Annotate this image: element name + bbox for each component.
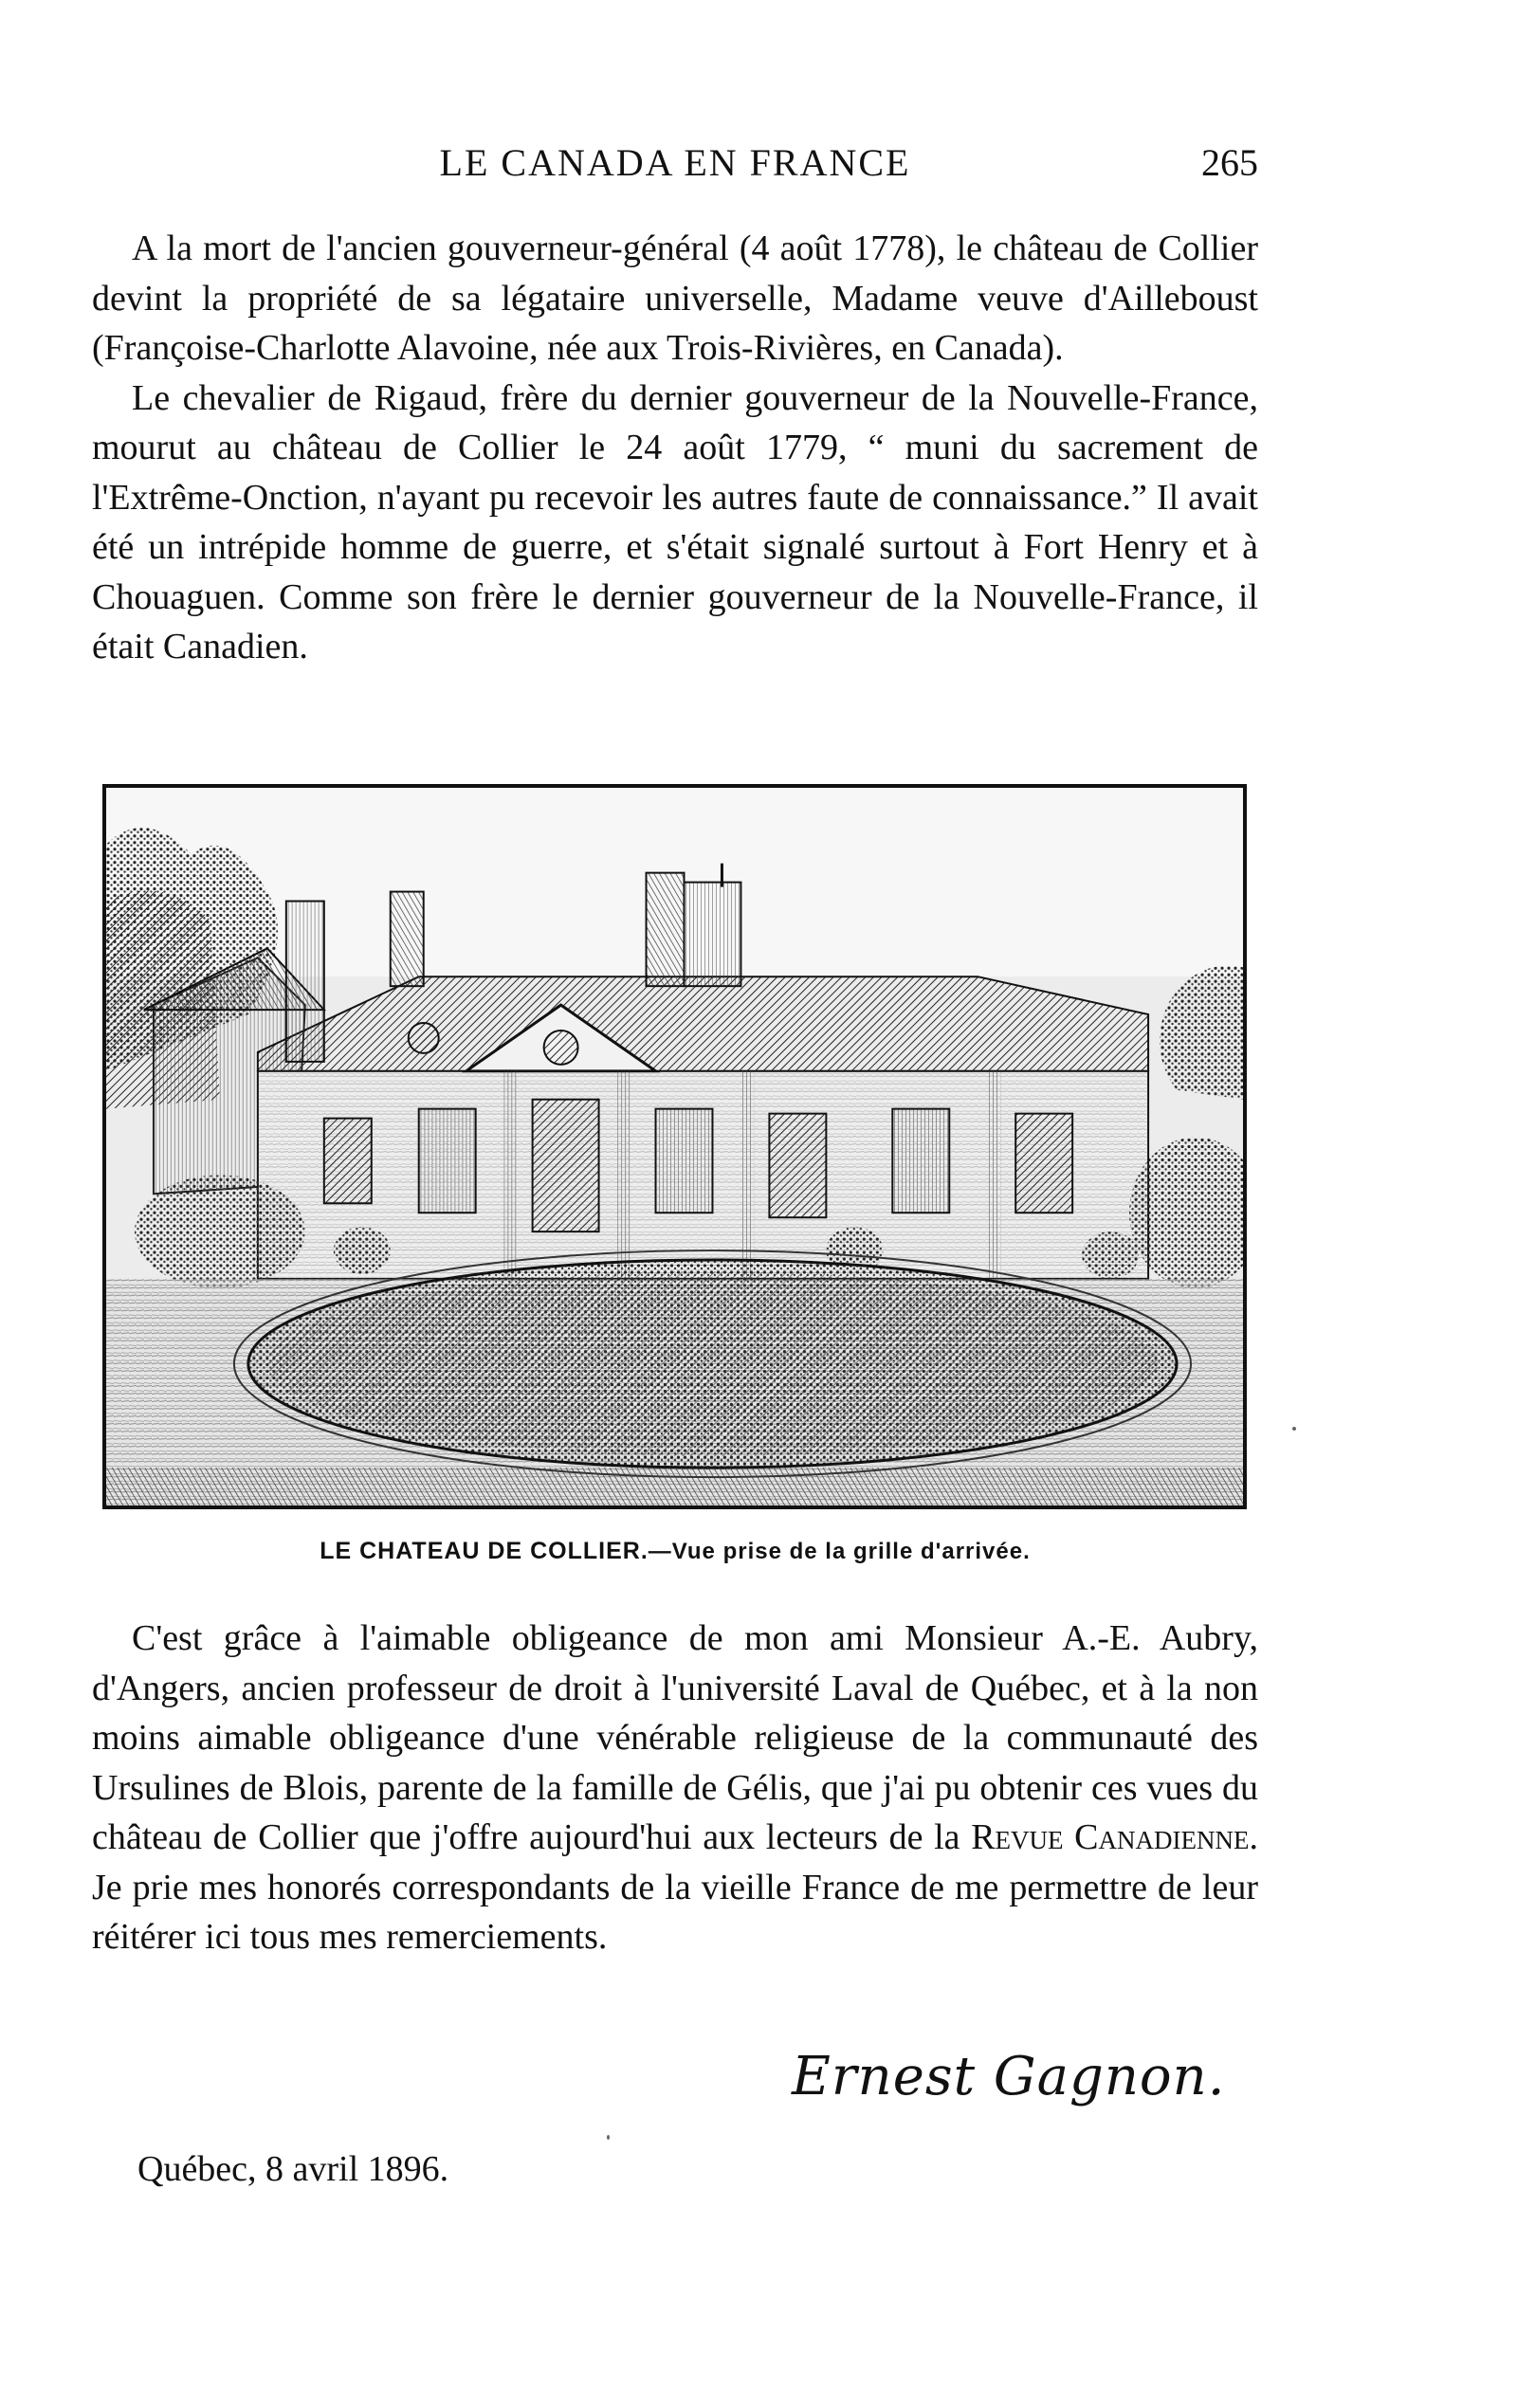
body-text-bottom bbox=[92, 1614, 1258, 1962]
paragraph-3-text-b: . Je prie mes honorés correspondants de la vieille France de me permettre de leur réitérer ici tous mes remerciements. bbox=[92, 1817, 1258, 1957]
caption-title: LE CHATEAU DE COLLIER. bbox=[320, 1538, 649, 1564]
chateau-engraving bbox=[102, 784, 1247, 1509]
paragraph-1: A la mort de l'ancien gouverneur-général (4 août 1778), le château de Collier devint la propriété de sa légataire universelle, Madame veuve d'Ailleboust (Françoise-Charlotte Alavoine, née aux Trois-Rivières, en Canada). bbox=[92, 228, 1258, 368]
journal-title: Revue Canadienne bbox=[971, 1817, 1250, 1857]
page-header bbox=[92, 140, 1258, 193]
print-speck bbox=[607, 2135, 610, 2140]
figure-caption bbox=[92, 1538, 1258, 1565]
print-speck bbox=[1292, 1427, 1296, 1431]
running-title: LE CANADA EN FRANCE bbox=[439, 141, 911, 184]
paragraph-2: Le chevalier de Rigaud, frère du dernier gouverneur de la Nouvelle-France, mourut au château de Collier le 24 août 1779, “ muni du sacrement de l'Extrême-Onction, n'ayant pu recevoir les autres faute de connaissance.” Il avait été un intrépide homme de guerre, et s'était signalé surtout à Fort Henry et à Chouaguen. Comme son frère le dernier gouverneur de la Nouvelle-France, il était Canadien. bbox=[92, 377, 1258, 666]
page-number: 265 bbox=[1201, 141, 1258, 184]
author-signature: Ernest Gagnon. bbox=[792, 2046, 1226, 2107]
dateline: Québec, 8 avril 1896. bbox=[137, 2149, 449, 2189]
body-text-top bbox=[92, 224, 1258, 672]
paragraph-3-text-a: C'est grâce à l'aimable obligeance de mon ami Monsieur A.-E. Aubry, d'Angers, ancien professeur de droit à l'université Laval de Québec, et à la non moins aimable obligeance d'une vénérable religieuse de la communauté des Ursulines de Blois, parente de la famille de Gélis, que j'ai pu obtenir ces vues du château de Collier que j'offre aujourd'hui aux lecteurs de la bbox=[92, 1618, 1258, 1857]
chateau-illustration bbox=[106, 788, 1243, 1505]
caption-description: —Vue prise de la grille d'arrivée. bbox=[648, 1539, 1031, 1564]
paragraph-3 bbox=[92, 1614, 1258, 1962]
